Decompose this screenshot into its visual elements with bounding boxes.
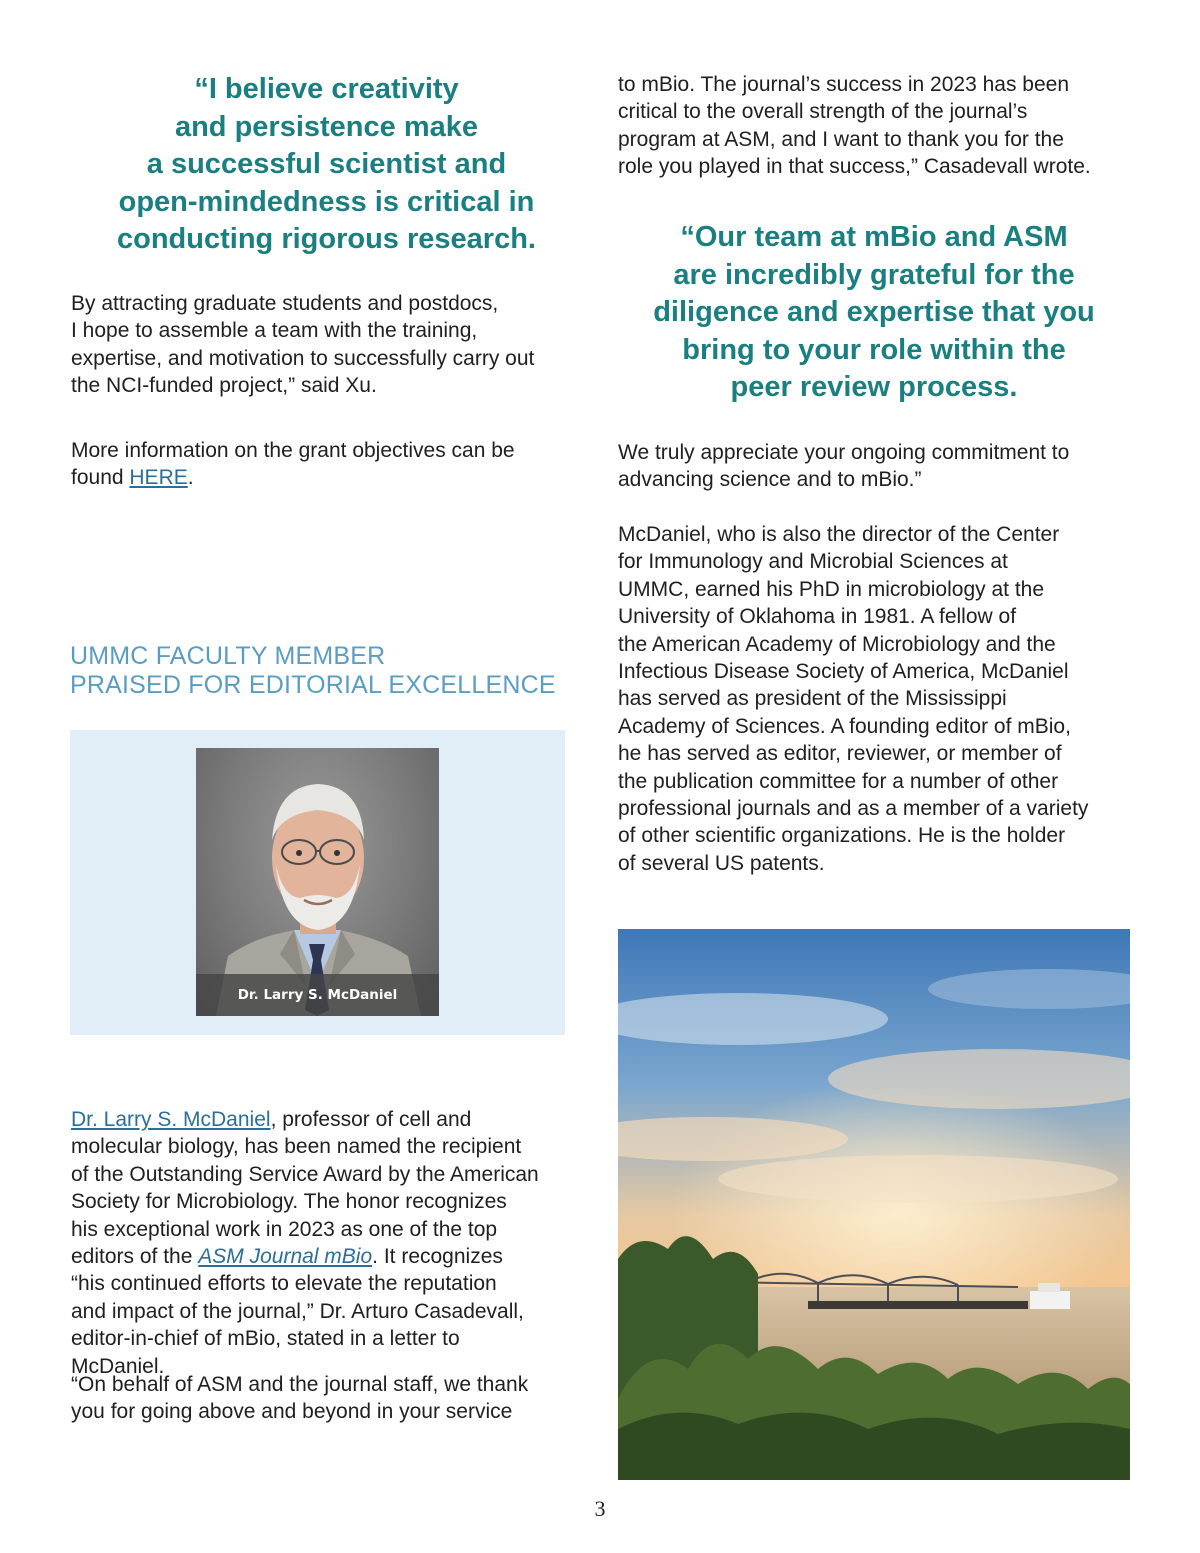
- text-line: advancing science and to mBio.”: [618, 468, 922, 492]
- text-line: [71, 464, 591, 491]
- text-line: McDaniel, who is also the director of the Center: [618, 523, 1060, 546]
- left-pull-quote: [70, 71, 583, 259]
- mcdaniel-profile-link[interactable]: Dr. Larry S. McDaniel: [71, 1108, 271, 1131]
- photo-caption: Dr. Larry S. McDaniel: [196, 974, 439, 1016]
- pull-quote-line: bring to your role within the: [682, 333, 1066, 366]
- text-line: editor-in-chief of mBio, stated in a letter to: [71, 1327, 460, 1351]
- page-number: 3: [594, 1496, 606, 1521]
- pull-quote-line: peer review process.: [730, 371, 1018, 403]
- xu-quote-paragraph: [71, 290, 591, 400]
- here-link[interactable]: HERE: [129, 466, 188, 490]
- text-line: Society for Microbiology. The honor recognizes: [71, 1190, 507, 1214]
- text-line: Infectious Disease Society of America, McDaniel: [618, 660, 1069, 684]
- pull-quote-line: a successful scientist and: [146, 148, 507, 180]
- text-line: has served as president of the Mississippi: [618, 687, 1007, 711]
- text-fragment: editors of the: [71, 1245, 199, 1269]
- text-line: Academy of Sciences. A founding editor of mBio,: [618, 714, 1071, 738]
- text-fragment: , professor of cell and: [270, 1108, 472, 1131]
- behalf-paragraph: [71, 1371, 601, 1426]
- pull-quote-line: are incredibly grateful for the: [673, 258, 1075, 291]
- text-line: for Immunology and Microbial Sciences at: [618, 550, 1008, 574]
- text-line: he has served as editor, reviewer, or member of: [618, 742, 1062, 766]
- pull-quote-line: open-mindedness is critical in: [118, 185, 535, 218]
- text-line: professional journals and as a member of a variety: [618, 797, 1089, 821]
- text-line: critical to the overall strength of the journal’s: [618, 100, 1028, 124]
- text-line: of several US patents.: [618, 851, 825, 875]
- text-line: his exceptional work in 2023 as one of the top: [71, 1217, 498, 1241]
- text-line: By attracting graduate students and postdocs,: [71, 292, 499, 315]
- pull-quote-line: “I believe creativity: [194, 73, 459, 105]
- text-line: the publication committee for a number of other: [618, 769, 1059, 793]
- heading-line: UMMC FACULTY MEMBER: [70, 642, 386, 670]
- text-line: I hope to assemble a team with the training,: [71, 319, 478, 343]
- asm-journal-mbio-link[interactable]: ASM Journal mBio: [198, 1245, 373, 1269]
- pull-quote-line: diligence and expertise that you: [653, 296, 1095, 328]
- text-line: the NCI-funded project,” said Xu.: [71, 374, 377, 398]
- pull-quote-line: and persistence make: [174, 110, 479, 143]
- text-line: “On behalf of ASM and the journal staff, we thank: [71, 1373, 529, 1396]
- text-line: the American Academy of Microbiology and the: [618, 632, 1056, 656]
- text-line: and impact of the journal,” Dr. Arturo Casadevall,: [71, 1299, 524, 1323]
- bio-paragraph: [618, 521, 1148, 877]
- text-line: [71, 1106, 601, 1133]
- text-line: role you played in that success,” Casadevall wrote.: [618, 155, 1091, 179]
- appreciation-paragraph: [618, 439, 1148, 494]
- text-fragment: .: [187, 466, 194, 490]
- text-line: expertise, and motivation to successfully carry out: [71, 346, 535, 370]
- text-line: program at ASM, and I want to thank you for the: [618, 127, 1064, 151]
- text-line: to mBio. The journal’s success in 2023 has been: [618, 73, 1069, 96]
- section-heading: [70, 642, 590, 700]
- text-line: of the Outstanding Service Award by the American: [71, 1162, 539, 1186]
- landscape-illustration: [618, 929, 1130, 1480]
- text-line: you for going above and beyond in your service: [71, 1400, 513, 1424]
- award-paragraph: [71, 1106, 601, 1380]
- text-line: “his continued efforts to elevate the reputation: [71, 1272, 497, 1296]
- pull-quote-line: “Our team at mBio and ASM: [680, 221, 1068, 253]
- text-fragment: found: [71, 466, 130, 490]
- text-fragment: . It recognizes: [372, 1245, 503, 1269]
- heading-line: PRAISED FOR EDITORIAL EXCELLENCE: [70, 671, 556, 699]
- letter-continuation: [618, 71, 1148, 181]
- pull-quote-line: conducting rigorous research.: [117, 223, 536, 255]
- text-line: UMMC, earned his PhD in microbiology at the: [618, 577, 1045, 601]
- text-line: molecular biology, has been named the recipient: [71, 1135, 522, 1159]
- text-line: We truly appreciate your ongoing commitment to: [618, 441, 1070, 464]
- text-line: [71, 1243, 601, 1270]
- text-line: McDaniel.: [71, 1354, 165, 1378]
- grant-info-paragraph: [71, 437, 591, 492]
- right-pull-quote: [618, 219, 1130, 407]
- text-line: More information on the grant objectives can be: [71, 439, 515, 462]
- text-line: of other scientific organizations. He is the holder: [618, 824, 1066, 848]
- portrait-photo: [196, 748, 439, 1016]
- river-bridge-photo: [618, 929, 1130, 1480]
- text-line: University of Oklahoma in 1981. A fellow of: [618, 605, 1017, 629]
